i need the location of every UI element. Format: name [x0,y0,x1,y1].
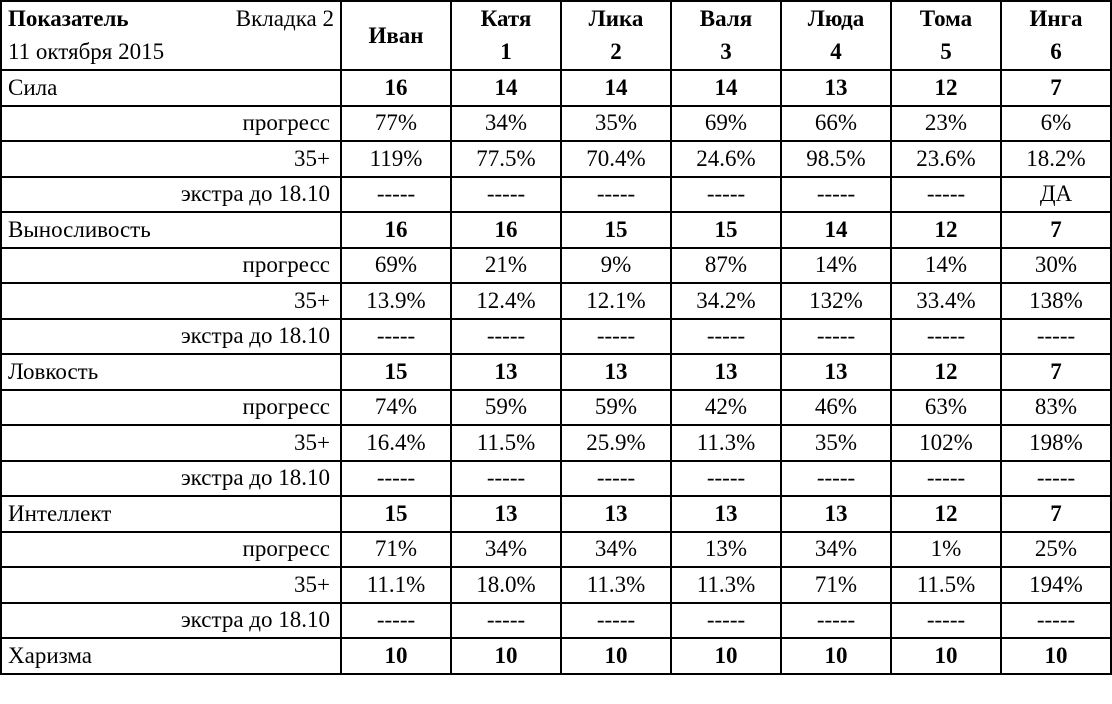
metric-row [1,390,1111,426]
metric-value-cell: 30% [1001,248,1111,284]
metric-row [1,141,1111,177]
metric-value-cell: 34% [561,532,671,568]
metric-value-cell: 6% [1001,106,1111,142]
metric-value-cell: ----- [341,319,451,355]
section-row [1,70,1111,106]
metric-label: прогресс [1,532,341,568]
metric-value-cell: ----- [891,319,1001,355]
metric-value-cell: ----- [451,603,561,639]
metric-value-cell: ----- [781,461,891,497]
section-value-cell: 12 [891,70,1001,106]
metric-value-cell: 66% [781,106,891,142]
metric-value-cell: ----- [671,177,781,213]
header-name-lyuda: Люда [781,1,891,36]
section-value-cell: 15 [561,212,671,248]
section-value-cell: 16 [341,70,451,106]
metric-value-cell: ----- [781,603,891,639]
metric-value-cell: 23% [891,106,1001,142]
metric-row [1,603,1111,639]
metric-value-cell: ----- [1001,603,1111,639]
section-name: Сила [1,70,341,106]
metric-label: экстра до 18.10 [1,461,341,497]
section-value-cell: 13 [451,496,561,532]
section-value-cell: 13 [451,354,561,390]
metric-value-cell: 77.5% [451,141,561,177]
section-value-cell: 10 [451,638,561,674]
metric-value-cell: 138% [1001,283,1111,319]
metric-value-cell: 35% [781,425,891,461]
header-name-katya: Катя [451,1,561,36]
section-value-cell: 15 [671,212,781,248]
metric-value-cell: ----- [891,177,1001,213]
metric-value-cell: ----- [561,319,671,355]
metric-value-cell: ----- [781,319,891,355]
metric-value-cell: ----- [1001,319,1111,355]
metric-value-cell: 14% [781,248,891,284]
section-name: Выносливость [1,212,341,248]
metric-value-cell: 33.4% [891,283,1001,319]
metric-value-cell: 42% [671,390,781,426]
metric-value-cell: 18.0% [451,567,561,603]
metric-value-cell: 59% [561,390,671,426]
metric-value-cell: 59% [451,390,561,426]
metric-value-cell: 46% [781,390,891,426]
section-row [1,354,1111,390]
metric-value-cell: 71% [781,567,891,603]
header-row-names [1,1,1111,36]
section-value-cell: 10 [561,638,671,674]
section-value-cell: 14 [451,70,561,106]
metric-value-cell: 23.6% [891,141,1001,177]
header-number-1: 1 [451,36,561,71]
metric-value-cell: ----- [891,603,1001,639]
metric-value-cell: ДА [1001,177,1111,213]
header-name-valya: Валя [671,1,781,36]
metric-value-cell: 13.9% [341,283,451,319]
section-name: Харизма [1,638,341,674]
header-row-numbers [1,36,1111,71]
header-corner-bottom [1,36,341,71]
section-row [1,212,1111,248]
metric-value-cell: 11.1% [341,567,451,603]
metric-value-cell: 11.3% [671,567,781,603]
metric-value-cell: ----- [451,461,561,497]
metric-value-cell: 25.9% [561,425,671,461]
metric-label: 35+ [1,567,341,603]
metric-value-cell: ----- [561,177,671,213]
metric-value-cell: ----- [1001,461,1111,497]
metric-label: 35+ [1,283,341,319]
section-value-cell: 13 [561,354,671,390]
header-name-toma: Тома [891,1,1001,36]
section-row [1,496,1111,532]
metric-value-cell: 198% [1001,425,1111,461]
section-value-cell: 16 [341,212,451,248]
metric-value-cell: 132% [781,283,891,319]
metric-value-cell: 14% [891,248,1001,284]
metric-row [1,461,1111,497]
section-value-cell: 10 [671,638,781,674]
section-value-cell: 7 [1001,354,1111,390]
section-value-cell: 13 [781,354,891,390]
metric-value-cell: 11.3% [561,567,671,603]
metric-value-cell: 18.2% [1001,141,1111,177]
metric-value-cell: 194% [1001,567,1111,603]
section-value-cell: 10 [891,638,1001,674]
metric-value-cell: ----- [781,177,891,213]
section-value-cell: 15 [341,496,451,532]
metric-label: 35+ [1,141,341,177]
section-value-cell: 10 [781,638,891,674]
metric-value-cell: 34% [451,106,561,142]
metric-value-cell: ----- [671,603,781,639]
metric-row [1,532,1111,568]
metric-value-cell: 11.5% [451,425,561,461]
metric-value-cell: 70.4% [561,141,671,177]
metric-label: экстра до 18.10 [1,177,341,213]
header-name-ivan: Иван [341,1,451,70]
metric-label: прогресс [1,390,341,426]
metric-label: прогресс [1,106,341,142]
metric-label: прогресс [1,248,341,284]
header-number-3: 3 [671,36,781,71]
metric-value-cell: ----- [341,177,451,213]
metric-value-cell: ----- [891,461,1001,497]
section-row [1,638,1111,674]
section-value-cell: 14 [561,70,671,106]
section-name: Ловкость [1,354,341,390]
metric-value-cell: 12.1% [561,283,671,319]
metric-row [1,567,1111,603]
metric-value-cell: ----- [561,603,671,639]
section-value-cell: 13 [671,354,781,390]
header-number-4: 4 [781,36,891,71]
metric-value-cell: ----- [341,603,451,639]
metric-value-cell: 119% [341,141,451,177]
metric-value-cell: 16.4% [341,425,451,461]
metric-value-cell: 83% [1001,390,1111,426]
header-name-inga: Инга [1001,1,1111,36]
metric-value-cell: 87% [671,248,781,284]
section-value-cell: 7 [1001,212,1111,248]
metric-value-cell: 34% [781,532,891,568]
section-value-cell: 13 [671,496,781,532]
metric-value-cell: 69% [341,248,451,284]
header-tab: Вкладка 2 [235,5,334,31]
metric-value-cell: 24.6% [671,141,781,177]
section-value-cell: 13 [561,496,671,532]
metric-row [1,319,1111,355]
header-number-6: 6 [1001,36,1111,71]
section-value-cell: 10 [1001,638,1111,674]
metric-value-cell: ----- [451,177,561,213]
metric-value-cell: 102% [891,425,1001,461]
metric-row [1,248,1111,284]
metric-row [1,425,1111,461]
metric-value-cell: 21% [451,248,561,284]
metric-label: экстра до 18.10 [1,319,341,355]
section-value-cell: 16 [451,212,561,248]
section-name: Интеллект [1,496,341,532]
metric-value-cell: 69% [671,106,781,142]
metric-label: экстра до 18.10 [1,603,341,639]
section-value-cell: 14 [671,70,781,106]
metric-value-cell: ----- [671,319,781,355]
metric-value-cell: 11.3% [671,425,781,461]
metric-value-cell: 11.5% [891,567,1001,603]
header-label: Показатель [8,5,129,31]
metric-value-cell: ----- [341,461,451,497]
section-value-cell: 12 [891,354,1001,390]
metric-label: 35+ [1,425,341,461]
metric-value-cell: 74% [341,390,451,426]
header-number-2: 2 [561,36,671,71]
section-value-cell: 15 [341,354,451,390]
metric-value-cell: 63% [891,390,1001,426]
metric-value-cell: 98.5% [781,141,891,177]
header-name-lika: Лика [561,1,671,36]
metric-value-cell: 9% [561,248,671,284]
metric-value-cell: 1% [891,532,1001,568]
header-corner-top [1,1,341,36]
metric-row [1,106,1111,142]
metric-value-cell: ----- [561,461,671,497]
metric-value-cell: ----- [451,319,561,355]
metric-row [1,283,1111,319]
metric-value-cell: ----- [671,461,781,497]
section-value-cell: 13 [781,496,891,532]
metric-value-cell: 13% [671,532,781,568]
section-value-cell: 12 [891,496,1001,532]
metric-row [1,177,1111,213]
metric-value-cell: 25% [1001,532,1111,568]
metric-value-cell: 77% [341,106,451,142]
header-date: 11 октября 2015 [8,39,165,65]
section-value-cell: 10 [341,638,451,674]
section-value-cell: 7 [1001,496,1111,532]
metric-value-cell: 34.2% [671,283,781,319]
metric-value-cell: 12.4% [451,283,561,319]
section-value-cell: 7 [1001,70,1111,106]
metric-value-cell: 34% [451,532,561,568]
metric-value-cell: 71% [341,532,451,568]
metric-value-cell: 35% [561,106,671,142]
section-value-cell: 12 [891,212,1001,248]
section-value-cell: 13 [781,70,891,106]
stats-table-body [1,1,1111,674]
header-number-5: 5 [891,36,1001,71]
section-value-cell: 14 [781,212,891,248]
